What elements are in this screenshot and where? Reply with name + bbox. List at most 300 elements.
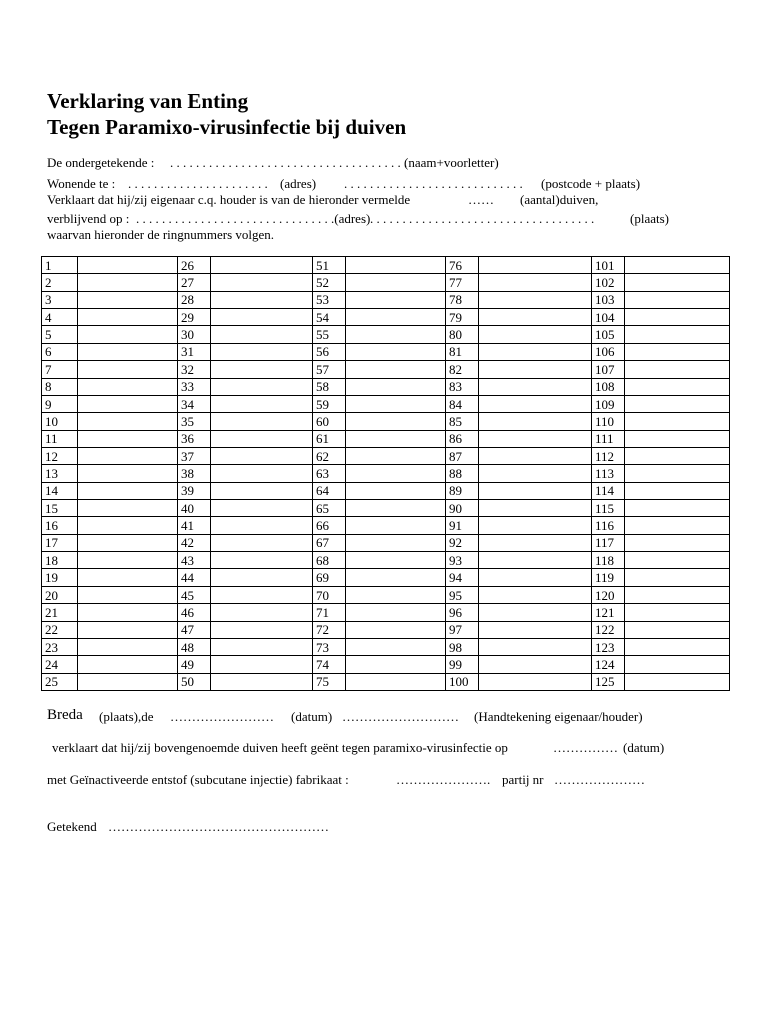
ring-index-cell: 37 bbox=[178, 447, 211, 464]
table-row bbox=[42, 309, 730, 326]
ring-number-field[interactable] bbox=[479, 621, 592, 638]
ring-number-field[interactable] bbox=[211, 586, 313, 603]
ring-index-cell: 106 bbox=[592, 343, 625, 360]
breda-line bbox=[47, 707, 83, 723]
ring-number-field[interactable] bbox=[346, 309, 446, 326]
ring-number-field[interactable] bbox=[625, 326, 730, 343]
ring-number-field[interactable] bbox=[78, 586, 178, 603]
ring-index-cell: 21 bbox=[42, 604, 78, 621]
ring-index-cell: 81 bbox=[446, 343, 479, 360]
ring-index-cell: 16 bbox=[42, 517, 78, 534]
ring-index-cell: 29 bbox=[178, 309, 211, 326]
ring-index-cell: 71 bbox=[313, 604, 346, 621]
ring-number-field[interactable] bbox=[479, 586, 592, 603]
ring-index-cell: 50 bbox=[178, 673, 211, 690]
ring-number-field[interactable] bbox=[211, 604, 313, 621]
ring-index-cell: 24 bbox=[42, 656, 78, 673]
ring-index-cell: 3 bbox=[42, 291, 78, 308]
handtekening-field[interactable]: ……………………… bbox=[342, 709, 459, 724]
ring-index-cell: 76 bbox=[446, 257, 479, 274]
ring-number-field[interactable] bbox=[211, 447, 313, 464]
ring-index-cell: 108 bbox=[592, 378, 625, 395]
ring-number-field[interactable] bbox=[625, 430, 730, 447]
ring-index-cell: 95 bbox=[446, 586, 479, 603]
ring-number-field[interactable] bbox=[78, 361, 178, 378]
ring-number-field[interactable] bbox=[346, 326, 446, 343]
ring-index-cell: 96 bbox=[446, 604, 479, 621]
ring-index-cell: 63 bbox=[313, 465, 346, 482]
ring-index-cell: 87 bbox=[446, 447, 479, 464]
ring-number-field[interactable] bbox=[346, 673, 446, 690]
ring-number-field[interactable] bbox=[78, 326, 178, 343]
ring-number-field[interactable] bbox=[479, 673, 592, 690]
ring-index-cell: 125 bbox=[592, 673, 625, 690]
ring-number-field[interactable] bbox=[211, 465, 313, 482]
ring-index-cell: 89 bbox=[446, 482, 479, 499]
ring-index-cell: 120 bbox=[592, 586, 625, 603]
ring-index-cell: 92 bbox=[446, 534, 479, 551]
ring-index-cell: 67 bbox=[313, 534, 346, 551]
ring-index-cell: 6 bbox=[42, 343, 78, 360]
ring-index-cell: 32 bbox=[178, 361, 211, 378]
table-row bbox=[42, 673, 730, 690]
getekend-field[interactable]: …………………………………………… bbox=[108, 819, 329, 834]
ondergetekende-field[interactable]: . . . . . . . . . . . . . . . . . . . . . . . . . . . . . . . . . . . . . bbox=[170, 155, 408, 170]
partij-field[interactable]: ………………… bbox=[554, 772, 645, 787]
ring-index-cell: 59 bbox=[313, 395, 346, 412]
ring-number-field[interactable] bbox=[479, 517, 592, 534]
ring-number-field[interactable] bbox=[78, 413, 178, 430]
ring-index-cell: 10 bbox=[42, 413, 78, 430]
ring-number-field[interactable] bbox=[625, 534, 730, 551]
ring-index-cell: 62 bbox=[313, 447, 346, 464]
datum-hint: (datum) bbox=[291, 709, 333, 724]
ring-number-field[interactable] bbox=[78, 517, 178, 534]
ring-number-field[interactable] bbox=[479, 656, 592, 673]
ring-index-cell: 12 bbox=[42, 447, 78, 464]
ring-number-field[interactable] bbox=[346, 656, 446, 673]
ring-index-cell: 115 bbox=[592, 500, 625, 517]
ring-number-field[interactable] bbox=[479, 552, 592, 569]
ring-number-field[interactable] bbox=[78, 621, 178, 638]
plaats-value: Breda bbox=[47, 707, 83, 723]
table-row bbox=[42, 361, 730, 378]
ring-index-cell: 75 bbox=[313, 673, 346, 690]
plaats-de-label: (plaats),de bbox=[99, 709, 154, 724]
ring-number-field[interactable] bbox=[211, 291, 313, 308]
ring-number-field[interactable] bbox=[479, 343, 592, 360]
table-row bbox=[42, 326, 730, 343]
ring-number-field[interactable] bbox=[211, 500, 313, 517]
ring-index-cell: 56 bbox=[313, 343, 346, 360]
ring-index-cell: 25 bbox=[42, 673, 78, 690]
ring-number-field[interactable] bbox=[211, 673, 313, 690]
ring-number-field[interactable] bbox=[211, 343, 313, 360]
ring-number-field[interactable] bbox=[479, 465, 592, 482]
ring-number-field[interactable] bbox=[625, 604, 730, 621]
ring-number-field[interactable] bbox=[625, 465, 730, 482]
table-row bbox=[42, 343, 730, 360]
ring-index-cell: 94 bbox=[446, 569, 479, 586]
ring-index-cell: 17 bbox=[42, 534, 78, 551]
document-subtitle: Tegen Paramixo-virusinfectie bij duiven bbox=[47, 115, 407, 139]
ring-number-field[interactable] bbox=[479, 604, 592, 621]
ring-number-field[interactable] bbox=[479, 534, 592, 551]
ring-number-field[interactable] bbox=[346, 638, 446, 655]
ring-number-field[interactable] bbox=[479, 500, 592, 517]
ring-index-cell: 49 bbox=[178, 656, 211, 673]
ring-number-field[interactable] bbox=[625, 343, 730, 360]
ring-index-cell: 73 bbox=[313, 638, 346, 655]
ring-number-field[interactable] bbox=[211, 257, 313, 274]
ring-index-cell: 100 bbox=[446, 673, 479, 690]
ring-number-field[interactable] bbox=[479, 291, 592, 308]
ring-number-field[interactable] bbox=[346, 552, 446, 569]
ring-number-field[interactable] bbox=[78, 378, 178, 395]
ring-index-cell: 34 bbox=[178, 395, 211, 412]
ring-number-field[interactable] bbox=[346, 274, 446, 291]
ring-number-field[interactable] bbox=[346, 621, 446, 638]
ring-index-cell: 110 bbox=[592, 413, 625, 430]
ring-number-field[interactable] bbox=[346, 413, 446, 430]
ring-index-cell: 118 bbox=[592, 552, 625, 569]
ring-number-field[interactable] bbox=[211, 517, 313, 534]
ring-number-field[interactable] bbox=[625, 656, 730, 673]
postcode-field[interactable]: . . . . . . . . . . . . . . . . . . . . . . . . . . . . bbox=[344, 176, 523, 191]
ring-index-cell: 2 bbox=[42, 274, 78, 291]
ring-number-field[interactable] bbox=[346, 447, 446, 464]
ring-number-field[interactable] bbox=[78, 343, 178, 360]
ring-index-cell: 54 bbox=[313, 309, 346, 326]
ring-number-field[interactable] bbox=[78, 604, 178, 621]
ring-index-cell: 23 bbox=[42, 638, 78, 655]
ring-number-field[interactable] bbox=[211, 569, 313, 586]
table-row bbox=[42, 517, 730, 534]
table-row bbox=[42, 447, 730, 464]
ring-index-cell: 124 bbox=[592, 656, 625, 673]
ring-index-cell: 55 bbox=[313, 326, 346, 343]
ring-number-field[interactable] bbox=[346, 291, 446, 308]
aantal-hint: (aantal)duiven, bbox=[520, 192, 599, 207]
ring-index-cell: 44 bbox=[178, 569, 211, 586]
ring-number-field[interactable] bbox=[625, 309, 730, 326]
ring-number-field[interactable] bbox=[346, 395, 446, 412]
ring-index-cell: 121 bbox=[592, 604, 625, 621]
ring-index-cell: 11 bbox=[42, 430, 78, 447]
table-row bbox=[42, 413, 730, 430]
ring-index-cell: 9 bbox=[42, 395, 78, 412]
table-row bbox=[42, 291, 730, 308]
ring-number-field[interactable] bbox=[479, 413, 592, 430]
ring-number-field[interactable] bbox=[78, 257, 178, 274]
ring-number-field[interactable] bbox=[211, 552, 313, 569]
ring-number-field[interactable] bbox=[479, 257, 592, 274]
ring-index-cell: 105 bbox=[592, 326, 625, 343]
table-row bbox=[42, 500, 730, 517]
ring-number-field[interactable] bbox=[479, 430, 592, 447]
table-row bbox=[42, 552, 730, 569]
ring-index-cell: 26 bbox=[178, 257, 211, 274]
ring-number-field[interactable] bbox=[479, 361, 592, 378]
ring-index-cell: 57 bbox=[313, 361, 346, 378]
ring-number-field[interactable] bbox=[78, 482, 178, 499]
ring-index-cell: 42 bbox=[178, 534, 211, 551]
ring-number-field[interactable] bbox=[211, 274, 313, 291]
ring-index-cell: 27 bbox=[178, 274, 211, 291]
ring-number-field[interactable] bbox=[346, 586, 446, 603]
ring-number-field[interactable] bbox=[346, 430, 446, 447]
ring-number-field[interactable] bbox=[211, 482, 313, 499]
ring-number-field[interactable] bbox=[625, 638, 730, 655]
ring-number-field[interactable] bbox=[625, 482, 730, 499]
ring-index-cell: 72 bbox=[313, 621, 346, 638]
ring-number-field[interactable] bbox=[625, 621, 730, 638]
ring-index-cell: 15 bbox=[42, 500, 78, 517]
wonende-adres-field[interactable]: . . . . . . . . . . . . . . . . . . . . . . bbox=[128, 176, 268, 191]
ring-index-cell: 5 bbox=[42, 326, 78, 343]
partij-label: partij nr bbox=[502, 772, 544, 787]
geent-datum-hint: (datum) bbox=[623, 740, 665, 755]
ring-index-cell: 52 bbox=[313, 274, 346, 291]
ring-index-cell: 91 bbox=[446, 517, 479, 534]
ring-number-field[interactable] bbox=[479, 309, 592, 326]
table-row bbox=[42, 638, 730, 655]
ring-index-cell: 14 bbox=[42, 482, 78, 499]
ringnummers-table bbox=[41, 256, 730, 691]
ring-number-field[interactable] bbox=[625, 447, 730, 464]
table-row bbox=[42, 465, 730, 482]
ring-index-cell: 58 bbox=[313, 378, 346, 395]
ring-number-field[interactable] bbox=[78, 465, 178, 482]
ring-number-field[interactable] bbox=[78, 569, 178, 586]
ring-index-cell: 7 bbox=[42, 361, 78, 378]
ring-number-field[interactable] bbox=[78, 274, 178, 291]
ring-number-field[interactable] bbox=[625, 395, 730, 412]
ring-number-field[interactable] bbox=[346, 534, 446, 551]
verklaart-text: Verklaart dat hij/zij eigenaar c.q. houder is van de hieronder vermelde bbox=[47, 192, 411, 207]
ring-index-cell: 119 bbox=[592, 569, 625, 586]
ring-index-cell: 93 bbox=[446, 552, 479, 569]
ring-number-field[interactable] bbox=[211, 378, 313, 395]
ring-index-cell: 46 bbox=[178, 604, 211, 621]
ring-index-cell: 33 bbox=[178, 378, 211, 395]
ring-number-field[interactable] bbox=[625, 378, 730, 395]
ring-index-cell: 84 bbox=[446, 395, 479, 412]
ring-index-cell: 117 bbox=[592, 534, 625, 551]
ring-number-field[interactable] bbox=[78, 552, 178, 569]
ring-index-cell: 18 bbox=[42, 552, 78, 569]
table-row bbox=[42, 395, 730, 412]
ring-index-cell: 69 bbox=[313, 569, 346, 586]
ring-index-cell: 82 bbox=[446, 361, 479, 378]
ring-index-cell: 64 bbox=[313, 482, 346, 499]
ring-index-cell: 53 bbox=[313, 291, 346, 308]
ring-number-field[interactable] bbox=[479, 378, 592, 395]
ring-index-cell: 22 bbox=[42, 621, 78, 638]
ring-number-field[interactable] bbox=[625, 569, 730, 586]
ring-index-cell: 28 bbox=[178, 291, 211, 308]
ring-index-cell: 79 bbox=[446, 309, 479, 326]
ring-index-cell: 60 bbox=[313, 413, 346, 430]
ring-number-field[interactable] bbox=[211, 361, 313, 378]
ring-index-cell: 70 bbox=[313, 586, 346, 603]
ring-index-cell: 116 bbox=[592, 517, 625, 534]
verblijvend-label: verblijvend op : bbox=[47, 211, 130, 226]
ring-index-cell: 101 bbox=[592, 257, 625, 274]
ring-index-cell: 1 bbox=[42, 257, 78, 274]
ring-number-field[interactable] bbox=[479, 638, 592, 655]
ring-index-cell: 77 bbox=[446, 274, 479, 291]
ring-index-cell: 88 bbox=[446, 465, 479, 482]
handtekening-hint: (Handtekening eigenaar/houder) bbox=[474, 709, 643, 724]
verblijvend-adres-field[interactable]: . . . . . . . . . . . . . . . . . . . . . . . . . . . . . . .(adres) bbox=[136, 211, 371, 226]
ring-index-cell: 85 bbox=[446, 413, 479, 430]
ring-number-field[interactable] bbox=[211, 656, 313, 673]
table-row bbox=[42, 378, 730, 395]
ring-number-field[interactable] bbox=[211, 430, 313, 447]
ring-index-cell: 48 bbox=[178, 638, 211, 655]
ring-number-field[interactable] bbox=[211, 326, 313, 343]
ring-index-cell: 38 bbox=[178, 465, 211, 482]
ring-index-cell: 112 bbox=[592, 447, 625, 464]
ringnummers-text: waarvan hieronder de ringnummers volgen. bbox=[47, 227, 275, 242]
ring-index-cell: 83 bbox=[446, 378, 479, 395]
ring-number-field[interactable] bbox=[78, 291, 178, 308]
ring-index-cell: 122 bbox=[592, 621, 625, 638]
ring-number-field[interactable] bbox=[625, 552, 730, 569]
ring-number-field[interactable] bbox=[346, 569, 446, 586]
ring-index-cell: 104 bbox=[592, 309, 625, 326]
ring-number-field[interactable] bbox=[479, 482, 592, 499]
ring-index-cell: 19 bbox=[42, 569, 78, 586]
ring-number-field[interactable] bbox=[78, 430, 178, 447]
ring-number-field[interactable] bbox=[625, 673, 730, 690]
ring-number-field[interactable] bbox=[211, 309, 313, 326]
ring-number-field[interactable] bbox=[625, 517, 730, 534]
ring-index-cell: 111 bbox=[592, 430, 625, 447]
ring-number-field[interactable] bbox=[78, 656, 178, 673]
ring-index-cell: 4 bbox=[42, 309, 78, 326]
plaats-field[interactable]: . . . . . . . . . . . . . . . . . . . . . . . . . . . . . . . . . . . bbox=[370, 211, 595, 226]
ring-index-cell: 43 bbox=[178, 552, 211, 569]
ring-index-cell: 30 bbox=[178, 326, 211, 343]
ring-index-cell: 98 bbox=[446, 638, 479, 655]
ondergetekende-label: De ondergetekende : bbox=[47, 155, 155, 170]
ringnummers-table-body bbox=[42, 257, 730, 691]
table-row bbox=[42, 569, 730, 586]
ring-number-field[interactable] bbox=[346, 361, 446, 378]
ring-number-field[interactable] bbox=[625, 500, 730, 517]
ring-number-field[interactable] bbox=[346, 604, 446, 621]
table-row bbox=[42, 621, 730, 638]
ring-index-cell: 113 bbox=[592, 465, 625, 482]
ring-index-cell: 90 bbox=[446, 500, 479, 517]
ring-number-field[interactable] bbox=[211, 395, 313, 412]
ring-number-field[interactable] bbox=[346, 500, 446, 517]
aantal-field[interactable]: …… bbox=[468, 192, 494, 207]
ring-index-cell: 65 bbox=[313, 500, 346, 517]
entstof-text: met Geïnactiveerde entstof (subcutane injectie) fabrikaat : bbox=[47, 772, 349, 787]
ring-number-field[interactable] bbox=[78, 447, 178, 464]
ring-number-field[interactable] bbox=[346, 465, 446, 482]
ring-number-field[interactable] bbox=[346, 378, 446, 395]
ring-number-field[interactable] bbox=[346, 482, 446, 499]
ring-number-field[interactable] bbox=[78, 500, 178, 517]
ring-index-cell: 51 bbox=[313, 257, 346, 274]
ring-number-field[interactable] bbox=[625, 586, 730, 603]
table-row bbox=[42, 482, 730, 499]
getekend-label: Getekend bbox=[47, 819, 97, 834]
naam-hint: (naam+voorletter) bbox=[404, 155, 499, 170]
ring-number-field[interactable] bbox=[78, 395, 178, 412]
ring-index-cell: 8 bbox=[42, 378, 78, 395]
ring-number-field[interactable] bbox=[211, 534, 313, 551]
ring-number-field[interactable] bbox=[625, 257, 730, 274]
ring-number-field[interactable] bbox=[78, 534, 178, 551]
ring-index-cell: 36 bbox=[178, 430, 211, 447]
ring-index-cell: 80 bbox=[446, 326, 479, 343]
datum-field[interactable]: …………………… bbox=[170, 709, 274, 724]
plaats-hint: (plaats) bbox=[630, 211, 669, 226]
ring-number-field[interactable] bbox=[479, 395, 592, 412]
ring-index-cell: 40 bbox=[178, 500, 211, 517]
ring-number-field[interactable] bbox=[479, 274, 592, 291]
ring-index-cell: 31 bbox=[178, 343, 211, 360]
ring-number-field[interactable] bbox=[479, 447, 592, 464]
ring-number-field[interactable] bbox=[479, 326, 592, 343]
ring-number-field[interactable] bbox=[346, 257, 446, 274]
ring-number-field[interactable] bbox=[78, 673, 178, 690]
postcode-hint: (postcode + plaats) bbox=[541, 176, 641, 191]
ring-number-field[interactable] bbox=[625, 291, 730, 308]
document-title: Verklaring van Enting bbox=[47, 89, 249, 113]
ring-number-field[interactable] bbox=[78, 638, 178, 655]
ring-index-cell: 78 bbox=[446, 291, 479, 308]
table-row bbox=[42, 534, 730, 551]
ring-index-cell: 39 bbox=[178, 482, 211, 499]
ring-number-field[interactable] bbox=[346, 343, 446, 360]
ring-number-field[interactable] bbox=[479, 569, 592, 586]
ring-index-cell: 114 bbox=[592, 482, 625, 499]
ring-index-cell: 41 bbox=[178, 517, 211, 534]
fabrikaat-field[interactable]: …………………. bbox=[396, 772, 491, 787]
ring-index-cell: 103 bbox=[592, 291, 625, 308]
ring-index-cell: 35 bbox=[178, 413, 211, 430]
table-row bbox=[42, 586, 730, 603]
ring-number-field[interactable] bbox=[211, 621, 313, 638]
ring-number-field[interactable] bbox=[211, 638, 313, 655]
ring-index-cell: 45 bbox=[178, 586, 211, 603]
ring-index-cell: 99 bbox=[446, 656, 479, 673]
ring-number-field[interactable] bbox=[625, 274, 730, 291]
ring-index-cell: 68 bbox=[313, 552, 346, 569]
ring-index-cell: 107 bbox=[592, 361, 625, 378]
geent-text: verklaart dat hij/zij bovengenoemde duiven heeft geënt tegen paramixo-virusinfectie op bbox=[52, 740, 508, 755]
geent-datum-field[interactable]: …………… bbox=[553, 740, 618, 755]
ring-number-field[interactable] bbox=[625, 413, 730, 430]
ring-index-cell: 47 bbox=[178, 621, 211, 638]
ring-index-cell: 109 bbox=[592, 395, 625, 412]
ring-index-cell: 74 bbox=[313, 656, 346, 673]
ring-number-field[interactable] bbox=[625, 361, 730, 378]
table-row bbox=[42, 257, 730, 274]
ring-number-field[interactable] bbox=[346, 517, 446, 534]
ring-number-field[interactable] bbox=[211, 413, 313, 430]
ring-number-field[interactable] bbox=[78, 309, 178, 326]
ring-index-cell: 61 bbox=[313, 430, 346, 447]
table-row bbox=[42, 656, 730, 673]
ring-index-cell: 86 bbox=[446, 430, 479, 447]
